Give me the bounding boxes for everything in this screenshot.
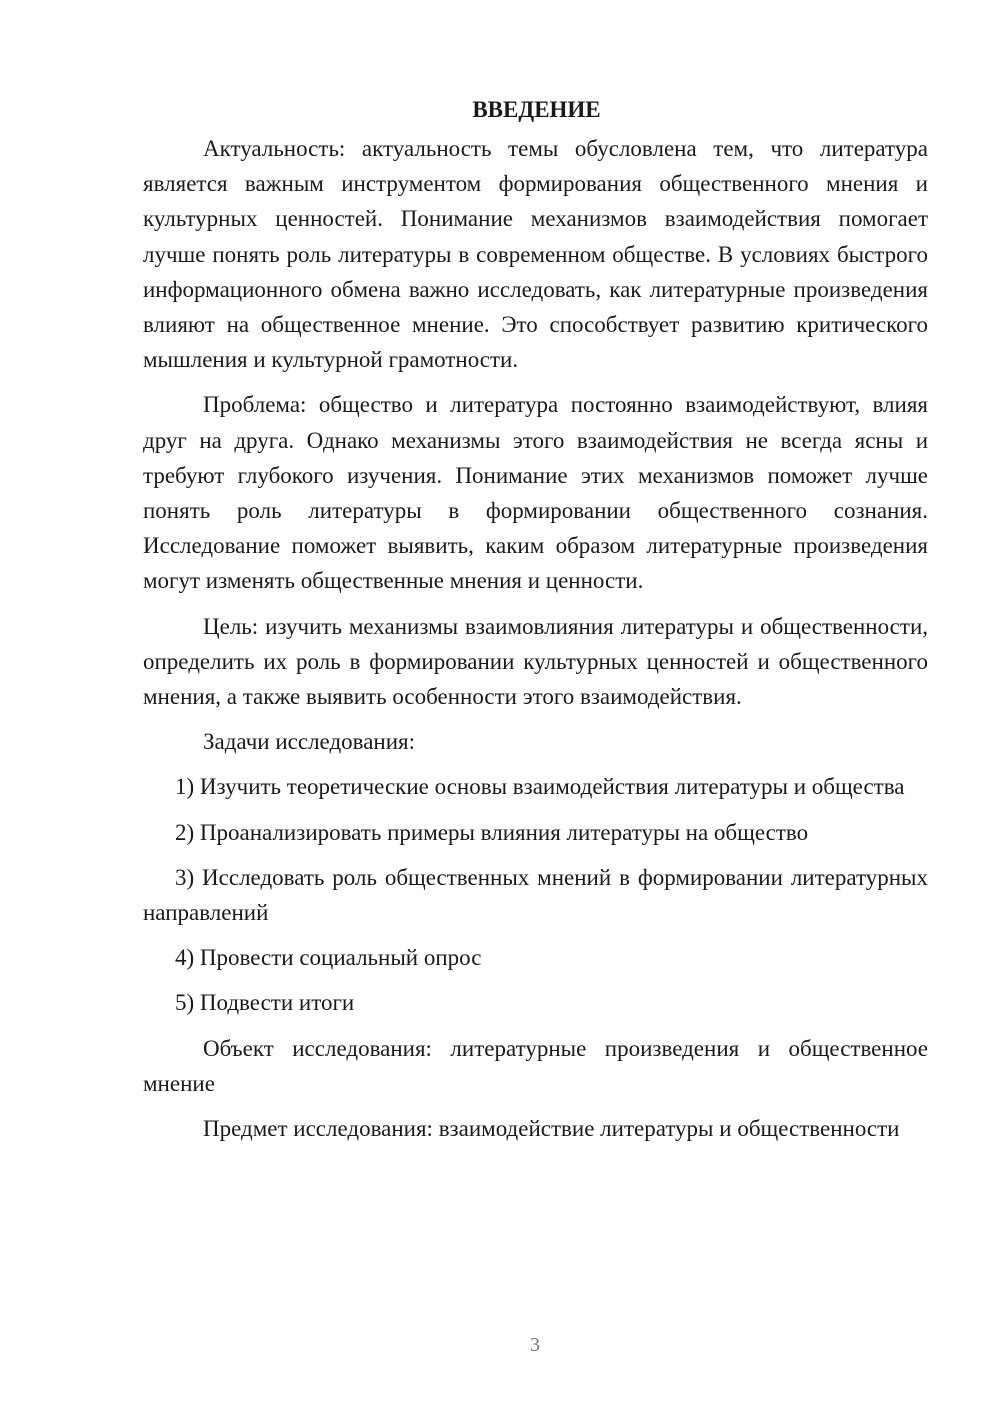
page-number: 3 <box>530 1334 540 1356</box>
document-page <box>143 92 928 1156</box>
relevance-paragraph: Актуальность: актуальность темы обусловлена тем, что литература является важным инструментом формирования общественного мнения и культурных ценностей. Понимание механизмов взаимодействия помогает лучше понять роль литературы в современном обществе. В условиях быстрого информационного обмена важно исследовать, как литературные произведения влияют на общественное мнение. Это способствует развитию критического мышления и культурной грамотности. <box>143 136 928 373</box>
task-item-5: 5) Подвести итоги <box>175 990 355 1016</box>
goal-paragraph: Цель: изучить механизмы взаимовлияния литературы и общественности, определить их роль в формировании культурных ценностей и общественного мнения, а также выявить особенности этого взаимодействия. <box>143 613 928 710</box>
task-item-3: 3) Исследовать роль общественных мнений в формировании литературных направлений <box>143 864 928 926</box>
task-item-1: 1) Изучить теоретические основы взаимодействия литературы и общества <box>175 774 905 800</box>
problem-paragraph: Проблема: общество и литература постоянно взаимодействуют, влияя друг на друга. Однако механизмы этого взаимодействия не всегда ясны и требуют глубокого изучения. Понимание этих механизмов поможет лучше понять роль литературы в формировании общественного сознания. Исследование поможет выявить, каким образом литературные произведения могут изменять общественные мнения и ценности. <box>143 392 928 594</box>
subject-paragraph: Предмет исследования: взаимодействие литературы и общественности <box>203 1116 900 1142</box>
tasks-heading: Задачи исследования: <box>203 729 416 755</box>
task-item-4: 4) Провести социальный опрос <box>175 945 482 971</box>
section-title: ВВЕДЕНИЕ <box>472 97 601 122</box>
task-item-2: 2) Проанализировать примеры влияния литературы на общество <box>175 819 809 845</box>
object-paragraph: Объект исследования: литературные произведения и общественное мнение <box>143 1035 928 1096</box>
